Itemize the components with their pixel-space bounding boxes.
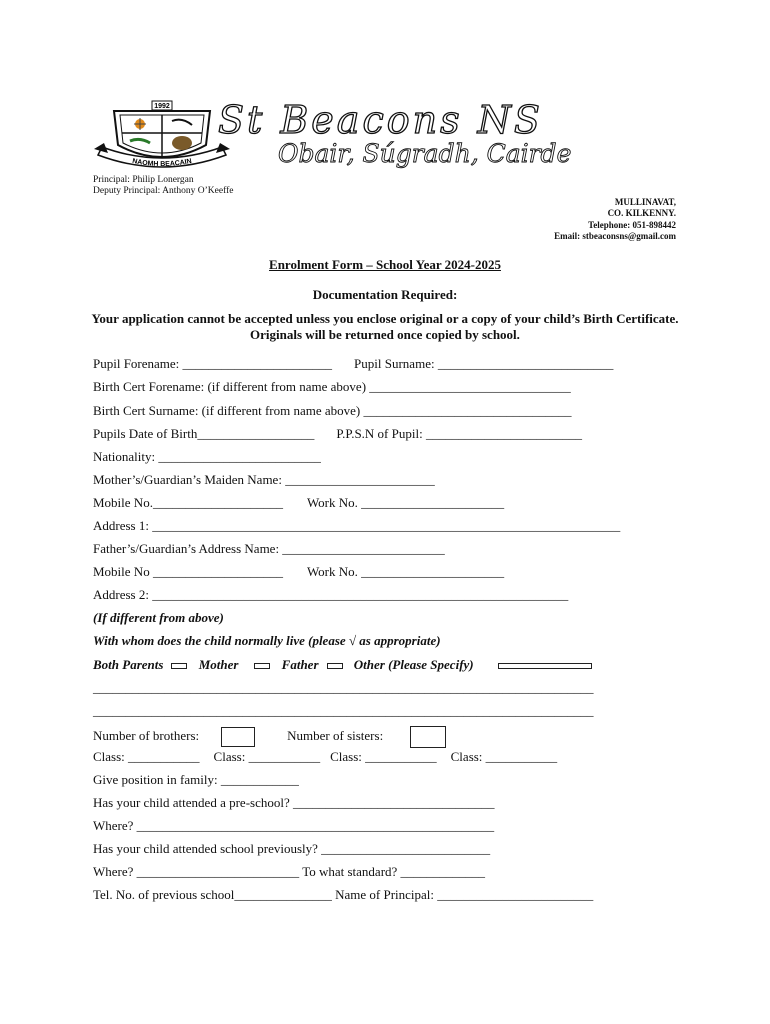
address-line-2: CO. KILKENNY.: [607, 208, 676, 218]
school-motto: Obair, Súgradh, Cairde: [278, 139, 572, 168]
documentation-heading: Documentation Required:: [312, 287, 458, 302]
specify-line-2[interactable]: _____________________________________________________________________________: [93, 703, 594, 718]
previous-school-field[interactable]: Has your child attended school previously? __________________________: [93, 841, 491, 856]
brothers-count-box[interactable]: [221, 727, 255, 747]
mother-checkbox[interactable]: [254, 663, 270, 669]
pupil-forename-field[interactable]: Pupil Forename: _______________________: [93, 356, 333, 371]
dob-ppsn-row: [93, 426, 582, 442]
address-1-field[interactable]: Address 1: ________________________________________________________________________: [93, 518, 621, 533]
option-mother-label: Mother: [198, 657, 239, 672]
date-of-birth-field[interactable]: Pupils Date of Birth__________________: [93, 426, 315, 441]
telephone: Telephone: 051-898442: [588, 220, 676, 230]
pupil-names-row: [93, 356, 613, 372]
pupil-surname-field[interactable]: Pupil Surname: ___________________________: [354, 356, 614, 371]
class-field-2[interactable]: Class: ___________: [213, 749, 321, 764]
class-field-3[interactable]: Class: ___________: [330, 749, 437, 764]
standard-field[interactable]: To what standard? _____________: [302, 864, 486, 879]
work-field-1[interactable]: Work No. ______________________: [306, 495, 505, 510]
ppsn-field[interactable]: P.P.S.N of Pupil: ________________________: [336, 426, 582, 441]
nationality-field[interactable]: Nationality: _________________________: [93, 449, 321, 464]
address-2-field[interactable]: Address 2: ________________________________________________________________: [93, 587, 569, 602]
option-other-label: Other (Please Specify): [353, 657, 474, 672]
principal-name: Principal: Philip Lonergan: [93, 175, 194, 185]
crest-banner-text: NAOMH BEACAIN: [131, 157, 193, 169]
school-name: St Beacons NS: [218, 98, 543, 142]
both-parents-checkbox[interactable]: [171, 663, 187, 669]
father-address-field[interactable]: Father’s/Guardian’s Address Name: _________________________: [93, 541, 445, 556]
email: Email: stbeaconsns@gmail.com: [554, 231, 676, 241]
option-father-label: Father: [281, 657, 319, 672]
class-field-1[interactable]: Class: ___________: [93, 749, 200, 764]
class-row: [93, 749, 557, 765]
contact-row-2: [93, 564, 504, 580]
form-title: Enrolment Form – School Year 2024-2025: [269, 257, 501, 272]
contact-row-1: [93, 495, 504, 511]
mobile-field-1[interactable]: Mobile No.____________________: [93, 495, 283, 510]
option-both-parents-label: Both Parents: [93, 657, 164, 672]
previous-school-where-field[interactable]: Where? _________________________: [93, 864, 300, 879]
father-checkbox[interactable]: [327, 663, 343, 669]
birth-cert-surname-field[interactable]: Birth Cert Surname: (if different from name above) ________________________________: [93, 403, 572, 418]
specify-line-1[interactable]: _____________________________________________________________________________: [93, 680, 594, 695]
preschool-field[interactable]: Has your child attended a pre-school? _______________________________: [93, 795, 495, 810]
family-position-field[interactable]: Give position in family: ____________: [93, 772, 299, 787]
address-line-1: MULLINAVAT,: [614, 197, 676, 207]
sisters-label: Number of sisters:: [287, 727, 384, 743]
sisters-count-box[interactable]: [410, 726, 446, 748]
class-field-4[interactable]: Class: ___________: [450, 749, 558, 764]
birth-cert-forename-field[interactable]: Birth Cert Forename: (if different from name above) _______________________________: [93, 379, 571, 394]
other-specify-box[interactable]: [498, 663, 592, 669]
crest-year: 1992: [154, 103, 170, 110]
school-crest-logo: [94, 97, 230, 173]
previous-school-row: [93, 864, 485, 880]
previous-principal-field[interactable]: Name of Principal: ________________________: [335, 887, 594, 902]
live-with-question: With whom does the child normally live (please √ as appropriate): [93, 633, 441, 648]
previous-school-contact-row: [93, 887, 593, 903]
preschool-where-field[interactable]: Where? _______________________________________________________: [93, 818, 495, 833]
mobile-field-2[interactable]: Mobile No ____________________: [93, 564, 283, 579]
mother-maiden-name-field[interactable]: Mother’s/Guardian’s Maiden Name: _______________________: [93, 472, 435, 487]
siblings-row: [93, 726, 446, 748]
work-field-2[interactable]: Work No. ______________________: [306, 564, 505, 579]
brothers-label: Number of brothers:: [93, 727, 200, 743]
previous-school-tel-field[interactable]: Tel. No. of previous school_______________: [93, 887, 332, 902]
if-different-note: (If different from above): [93, 610, 224, 625]
deputy-principal-name: Deputy Principal: Anthony O’Keeffe: [93, 186, 234, 196]
living-arrangement-options: [93, 657, 592, 673]
birth-cert-notice: Your application cannot be accepted unless you enclose original or a copy of your child’s Birth Certificate. Originals will be returned once copied by school.: [91, 311, 679, 342]
